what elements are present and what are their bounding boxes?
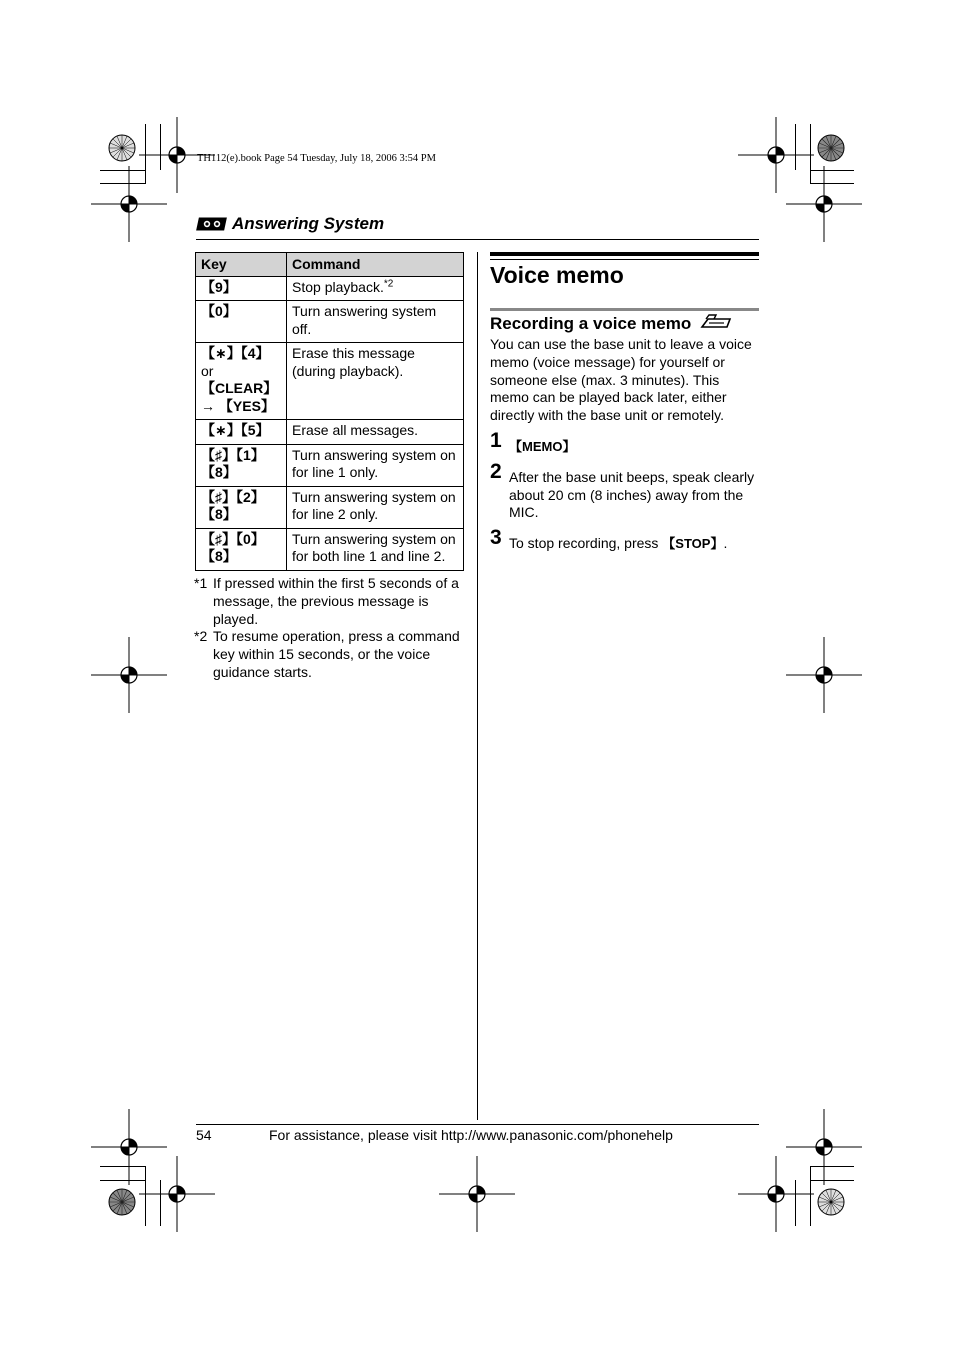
footer-text: For assistance, please visit http://www.panasonic.com/phonehelp bbox=[269, 1127, 673, 1143]
step-1 bbox=[490, 429, 762, 456]
footnote-text: If pressed within the first 5 seconds of a message, the previous message is played. bbox=[213, 575, 459, 627]
voice-memo-intro: You can use the base unit to leave a voice memo (voice message) for yourself or someone else (max. 3 minutes). This memo can be played back later, either directly with the base unit or remotely. bbox=[490, 336, 752, 424]
voice-memo-subtitle bbox=[490, 314, 732, 335]
remote-command-table bbox=[195, 252, 464, 571]
table-row bbox=[196, 486, 464, 528]
table-row bbox=[196, 276, 464, 301]
key-text: → 【YES】 bbox=[201, 397, 275, 414]
command-cell: Turn answering system on for both line 1 and line 2. bbox=[287, 528, 464, 570]
subtitle-rule bbox=[490, 308, 759, 311]
step-number: 3 bbox=[490, 526, 502, 549]
table-row bbox=[196, 528, 464, 570]
key-cell bbox=[196, 343, 287, 420]
print-info: TH112(e).book Page 54 Tuesday, July 18, 2006 3:54 PM bbox=[197, 153, 436, 164]
key-cell: 【0】 bbox=[196, 301, 287, 343]
column-header-key: Key bbox=[196, 253, 287, 277]
command-text: Stop playback. bbox=[292, 278, 384, 295]
key-cell: 【9】 bbox=[196, 276, 287, 301]
step-2 bbox=[490, 460, 762, 522]
key-cell: 【♯】【2】【8】 bbox=[196, 486, 287, 528]
footnote-ref: *2 bbox=[383, 277, 394, 289]
base-unit-icon bbox=[700, 314, 732, 335]
step-text-after: . bbox=[723, 535, 728, 551]
step-text bbox=[509, 535, 762, 553]
key-cell: 【♯】【1】【8】 bbox=[196, 444, 287, 486]
footer-rule bbox=[196, 1124, 759, 1125]
command-cell: Turn answering system on for line 2 only. bbox=[287, 486, 464, 528]
step-text: After the base unit beeps, speak clearly about 20 cm (8 inches) away from the MIC. bbox=[509, 469, 755, 521]
table-header-row bbox=[196, 253, 464, 277]
table-row bbox=[196, 420, 464, 445]
footnote-mark: *1 bbox=[194, 575, 208, 591]
key-or-text: or bbox=[201, 362, 214, 379]
subtitle-text: Recording a voice memo bbox=[490, 314, 692, 333]
page-number: 54 bbox=[196, 1127, 212, 1143]
command-cell: Erase this message (during playback). bbox=[287, 343, 464, 420]
command-cell: Turn answering system on for line 1 only. bbox=[287, 444, 464, 486]
column-header-command: Command bbox=[287, 253, 464, 277]
footnote bbox=[194, 575, 466, 628]
command-cell: Erase all messages. bbox=[287, 420, 464, 445]
footnote bbox=[194, 628, 466, 681]
key-cell: 【∗】【5】 bbox=[196, 420, 287, 445]
memo-key-label: 【MEMO】 bbox=[509, 439, 576, 454]
table-row bbox=[196, 343, 464, 420]
section-header bbox=[196, 212, 759, 240]
key-text: 【CLEAR】 bbox=[201, 380, 278, 396]
title-rule bbox=[490, 252, 759, 256]
step-number: 2 bbox=[490, 460, 502, 483]
answering-tape-icon bbox=[196, 217, 228, 237]
step-3 bbox=[490, 526, 762, 553]
title-rule bbox=[490, 259, 759, 260]
table-row bbox=[196, 444, 464, 486]
command-cell bbox=[287, 276, 464, 301]
column-divider bbox=[477, 252, 478, 1120]
section-title: Answering System bbox=[232, 214, 385, 233]
footnotes bbox=[194, 575, 466, 682]
footnote-text: To resume operation, press a command key within 15 seconds, or the voice guidance starts. bbox=[213, 628, 460, 680]
footnote-mark: *2 bbox=[194, 628, 208, 645]
stop-key-label: 【STOP】 bbox=[662, 536, 724, 551]
step-number: 1 bbox=[490, 429, 502, 452]
voice-memo-title: Voice memo bbox=[490, 262, 624, 288]
table-row bbox=[196, 301, 464, 343]
key-text: 【∗】【4】 bbox=[201, 345, 270, 361]
step-text-before: To stop recording, press bbox=[509, 535, 663, 551]
key-cell: 【♯】【0】【8】 bbox=[196, 528, 287, 570]
command-cell: Turn answering system off. bbox=[287, 301, 464, 343]
